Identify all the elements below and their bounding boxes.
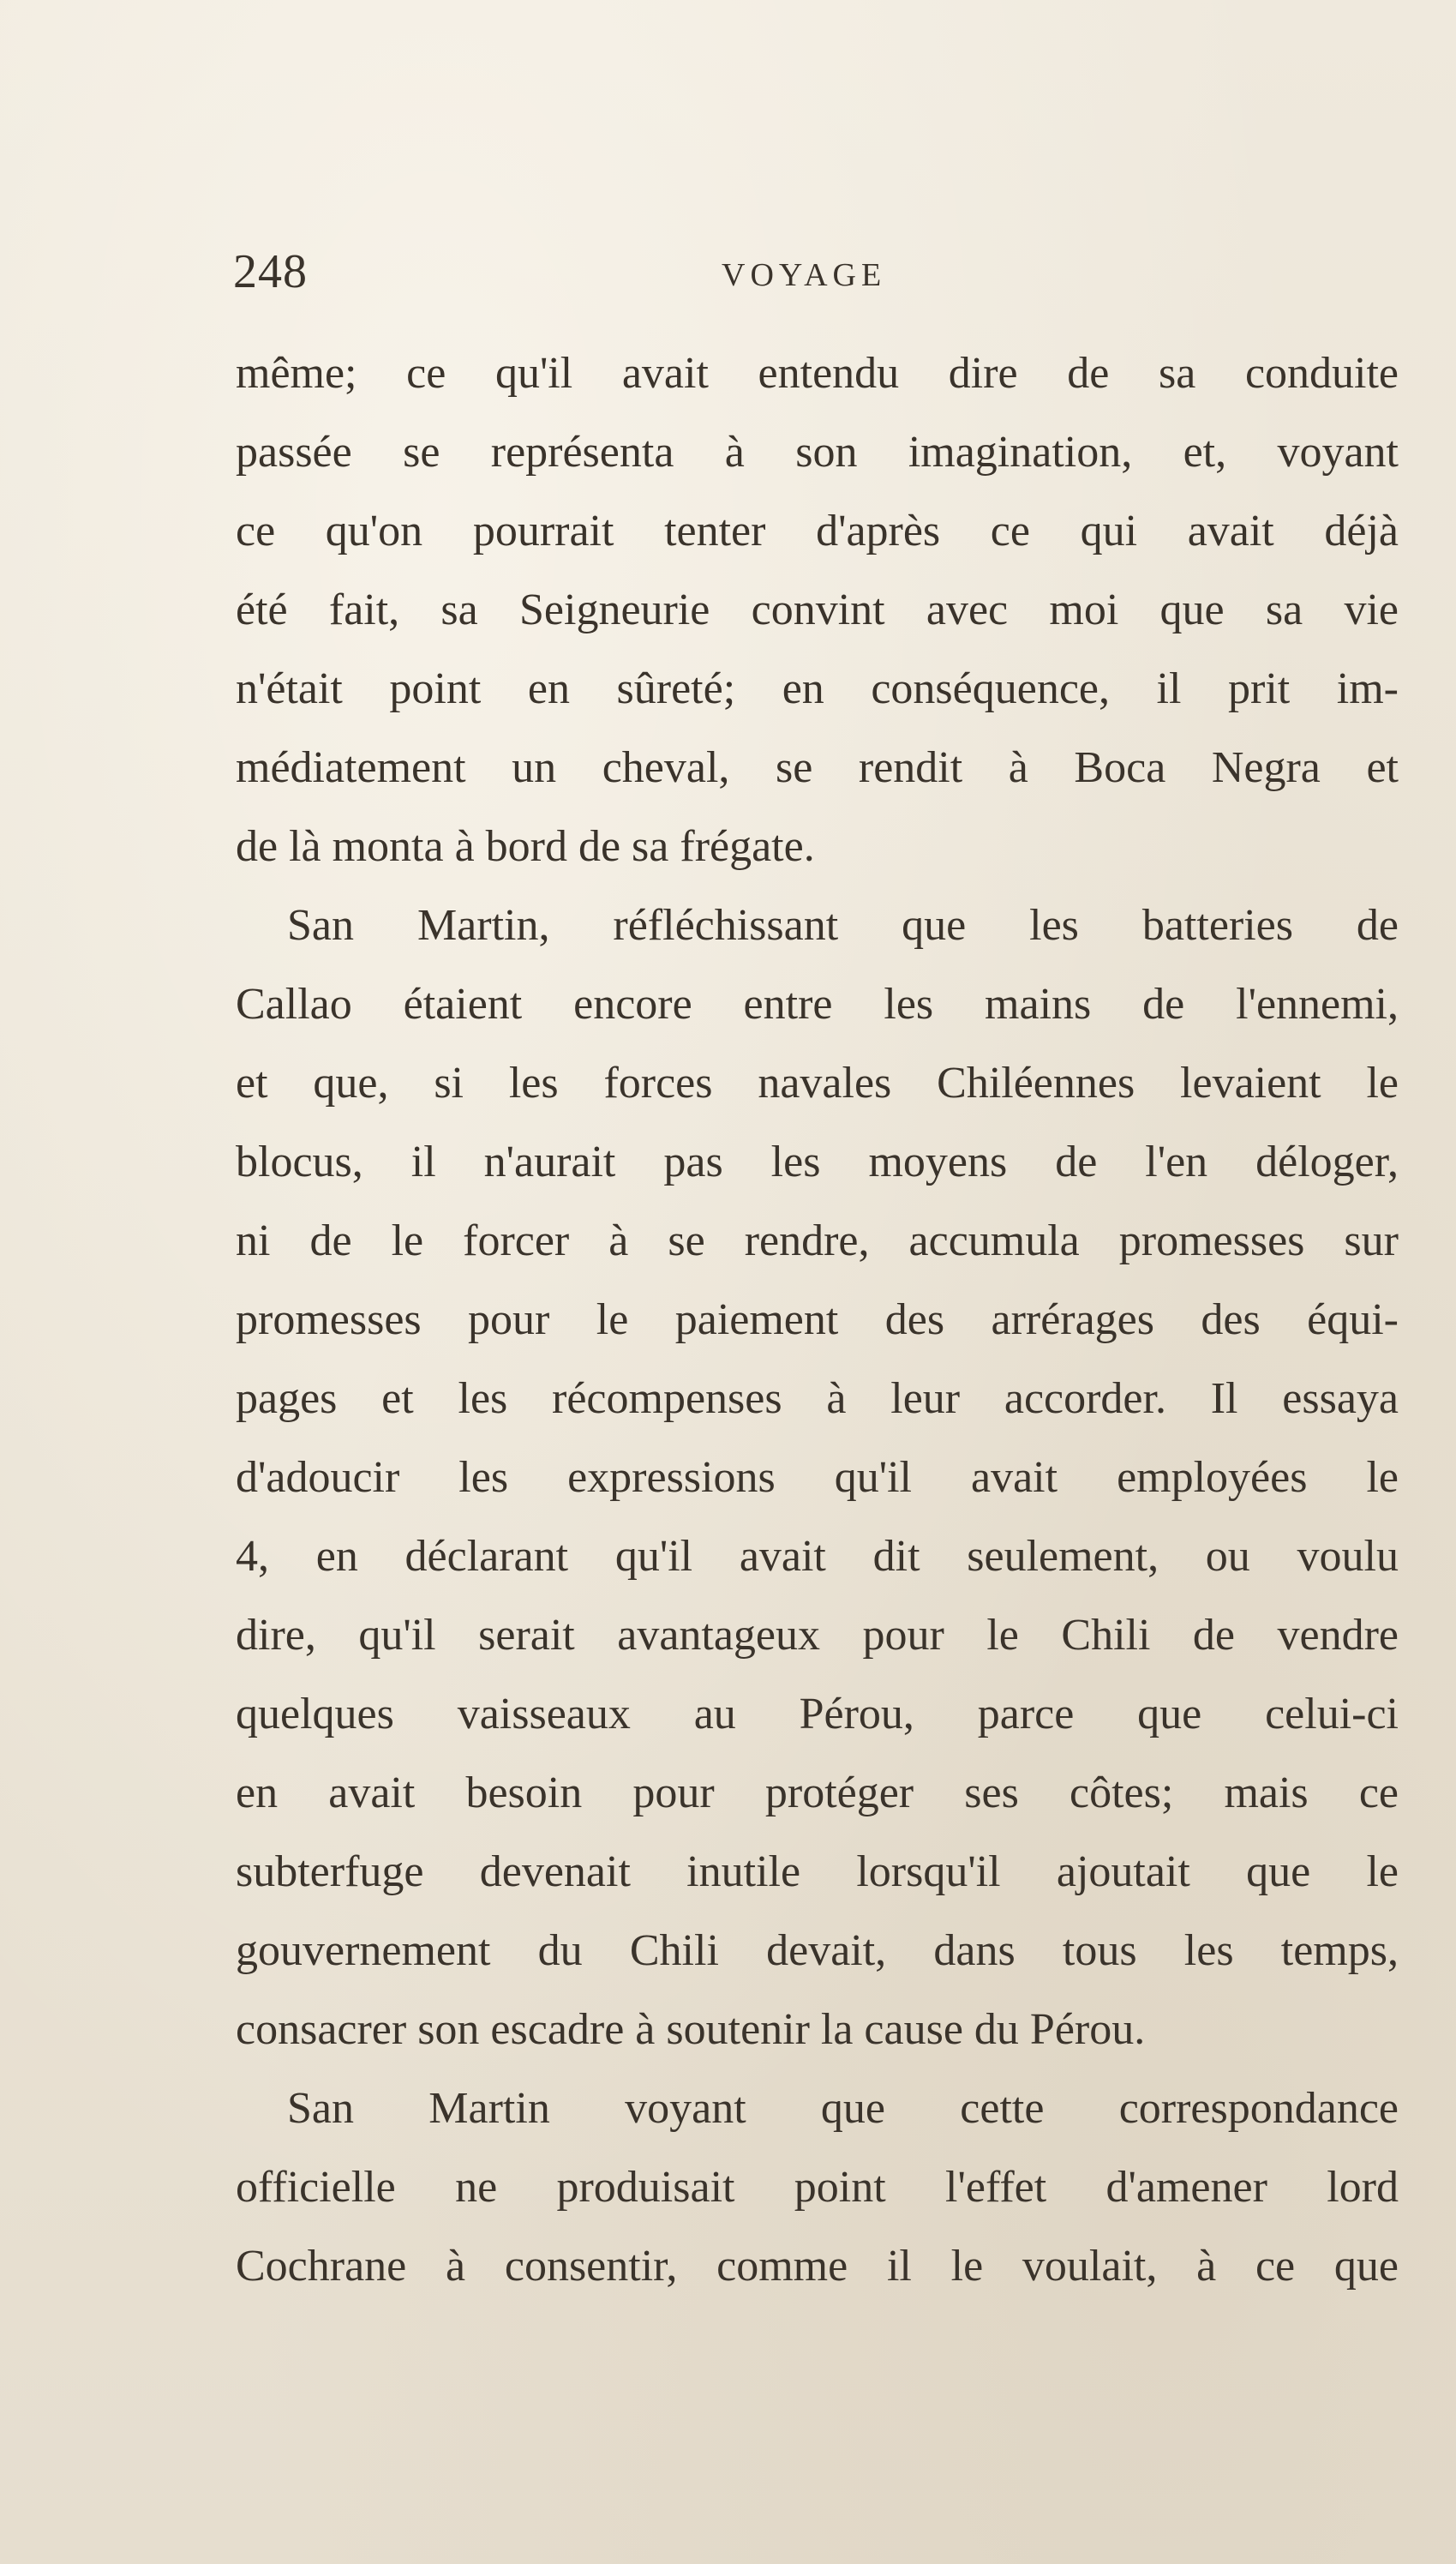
text-line: ni de le forcer à se rendre, accumula promesses sur [236, 1216, 1399, 1265]
text-line: d'adoucir les expressions qu'il avait employées le [236, 1453, 1399, 1502]
page-number: 248 [233, 245, 308, 298]
running-head: VOYAGE [722, 257, 887, 293]
text-line: San Martin voyant que cette correspondance [287, 2084, 1399, 2133]
text-line: blocus, il n'aurait pas les moyens de l'en déloger, [236, 1138, 1399, 1186]
text-line: et que, si les forces navales Chiléennes levaient le [236, 1059, 1399, 1108]
text-line: 4, en déclarant qu'il avait dit seulement, ou voulu [236, 1532, 1399, 1581]
body-text [236, 334, 1399, 2306]
text-line: même; ce qu'il avait entendu dire de sa conduite [236, 349, 1399, 398]
page-header [233, 244, 1407, 304]
text-line: promesses pour le paiement des arrérages des équi- [236, 1295, 1399, 1344]
text-line: passée se représenta à son imagination, et, voyant [236, 428, 1399, 477]
text-line: de là monta à bord de sa frégate. [236, 822, 815, 871]
text-line: Cochrane à consentir, comme il le voulait, à ce que [236, 2242, 1399, 2291]
text-line: en avait besoin pour protéger ses côtes; mais ce [236, 1768, 1399, 1817]
text-line: pages et les récompenses à leur accorder. Il essaya [236, 1374, 1399, 1423]
text-line: consacrer son escadre à soutenir la cause du Pérou. [236, 2005, 1146, 2054]
text-line: dire, qu'il serait avantageux pour le Chili de vendre [236, 1611, 1399, 1660]
text-line: ce qu'on pourrait tenter d'après ce qui avait déjà [236, 507, 1399, 555]
text-line: gouvernement du Chili devait, dans tous les temps, [236, 1926, 1399, 1975]
text-line: quelques vaisseaux au Pérou, parce que celui-ci [236, 1690, 1399, 1738]
text-line: été fait, sa Seigneurie convint avec moi que sa vie [236, 585, 1399, 634]
text-line: officielle ne produisait point l'effet d'amener lord [236, 2163, 1399, 2212]
text-line: n'était point en sûreté; en conséquence, il prit im- [236, 664, 1399, 713]
text-line: San Martin, réfléchissant que les batteries de [287, 901, 1399, 950]
text-line: médiatement un cheval, se rendit à Boca Negra et [236, 743, 1399, 792]
text-line: subterfuge devenait inutile lorsqu'il ajoutait que le [236, 1847, 1399, 1896]
text-line: Callao étaient encore entre les mains de l'ennemi, [236, 980, 1399, 1029]
